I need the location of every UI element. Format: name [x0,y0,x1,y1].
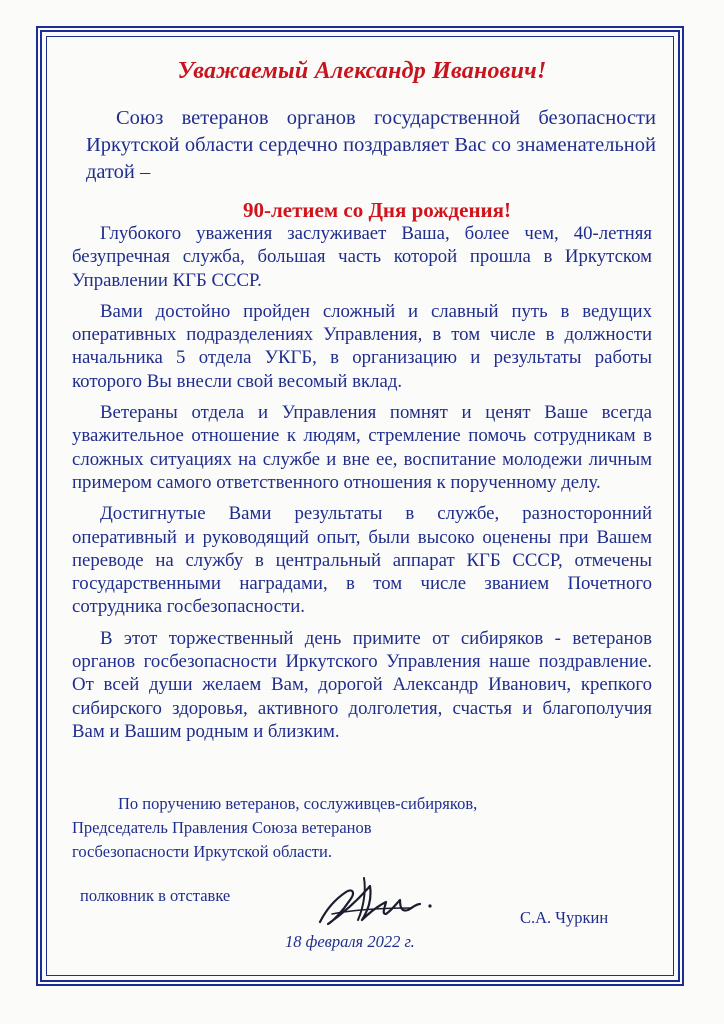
greeting-heading: Уважаемый Александр Иванович! [177,58,547,84]
handwritten-signature [312,870,442,932]
body-paragraph: Ветераны отдела и Управления помнят и ценят Ваше всегда уважительное отношение к людям, стремление помочь сотрудникам в сложных ситуациях на службе и вне ее, воспитание молодежи личным примером самого ответственного отношения к порученному делу. [72,402,652,493]
signer-rank: полковник в отставке [80,886,231,905]
letter-date: 18 февраля 2022 г. [285,932,415,951]
signoff-line: По поручению ветеранов, сослуживцев-сибиряков, [118,794,478,813]
letter-body [72,222,652,751]
signoff-block [72,792,652,864]
body-paragraph: Достигнутые Вами результаты в службе, разносторонний оперативный и руководящий опыт, были высоко оценены при Вашем переводе на службу в центральный аппарат КГБ СССР, отмечены государственными наградами, в том числе званием Почетного сотрудника госбезопасности. [72,503,652,618]
intro-paragraph: Союз ветеранов органов государственной безопасности Иркутской области сердечно поздравляет Вас со знаменательной датой – [86,107,656,183]
body-paragraph: Вами достойно пройден сложный и славный путь в ведущих оперативных подразделениях Управления, в том числе в должности начальника 5 отдела УКГБ, в организацию и результаты работы которого Вы внесли свой весомый вклад. [72,300,652,392]
body-paragraph: В этот торжественный день примите от сибиряков - ветеранов органов госбезопасности Иркутского Управления наше поздравление. От всей души желаем Вам, дорогой Александр Иванович, крепкого сибирского здоровья, активного долголетия, счастья и благополучия Вам и Вашим родным и близким. [72,627,652,742]
signer-name: С.А. Чуркин [520,908,609,927]
occasion-heading: 90-летием со Дня рождения! [243,198,511,222]
signoff-line: Председатель Правления Союза ветеранов [72,818,372,837]
signoff-line: госбезопасности Иркутской области. [72,842,332,861]
body-paragraph: Глубокого уважения заслуживает Ваша, более чем, 40-летняя безупречная служба, большая часть которой прошла в Иркутском Управлении КГБ СССР. [72,223,652,291]
